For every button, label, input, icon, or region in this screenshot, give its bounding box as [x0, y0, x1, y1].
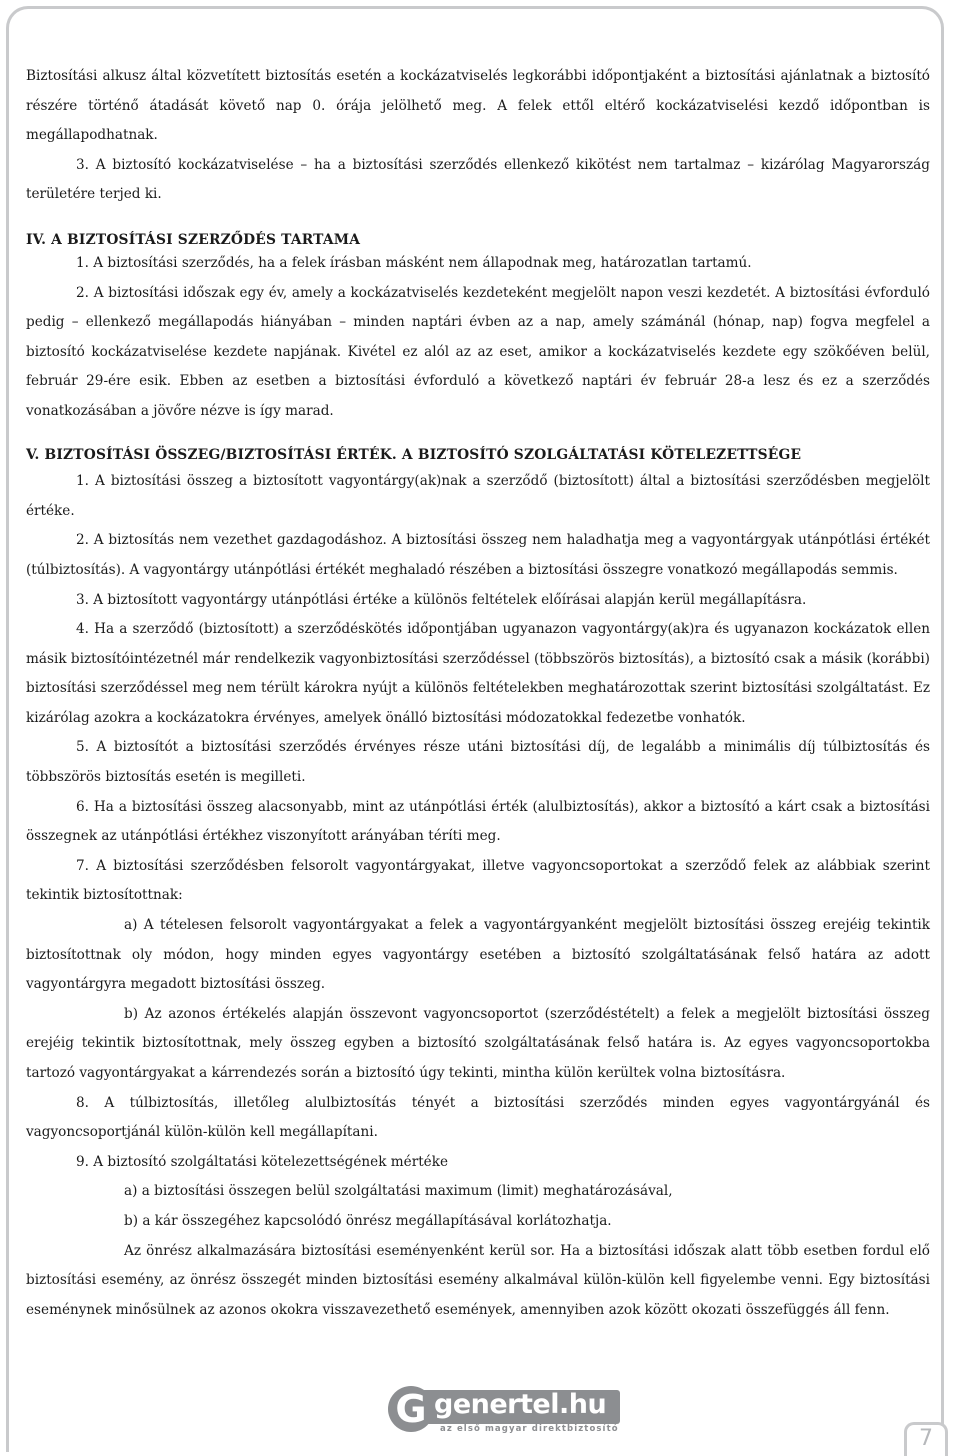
section-v-item-9: 9. A biztosító szolgáltatási kötelezettségének mértéke [76, 1153, 448, 1170]
section-v-item-6: 6. Ha a biztosítási összeg alacsonyabb, mint az utánpótlási érték (alulbiztosítás), akkor a biztosító a kárt csak a biztosítási összegnek az utánpótlási értékhez viszonyított arányában téríti meg. [26, 798, 930, 845]
section-v-item-9a: a) a biztosítási összegen belül szolgáltatási maximum (limit) meghatározásával, [124, 1183, 673, 1200]
section-v-item-7b: b) Az azonos értékelés alapján összevont vagyoncsoportot (szerződéstételt) a felek a megjelölt biztosítási összeg erejéig tekintik biztosítottnak, mely összeg egyben a biztosító szolgáltatásának felső határa is. Az egyes vagyoncsoportokba tartozó vagyontárgyakat a kárrendezés során a biztosító úgy tekinti, mintha külön kerültek volna biztosításra. [26, 1005, 930, 1081]
page-number: 7 [919, 1426, 933, 1451]
section-v-closing: Az önrész alkalmazására biztosítási eseményenként kerül sor. Ha a biztosítási időszak alatt több esetben fordul elő biztosítási esemény, az önrész összegét minden biztosítási esemény alkalmával külön-külön kell figyelembe venni. Egy biztosítási eseménynek minősülnek az azonos okokra visszavezethető események, amennyiben azok között okozati összefüggés áll fenn. [26, 1242, 930, 1318]
section-v-item-5: 5. A biztosítót a biztosítási szerződés érvényes része utáni biztosítási díj, de legalább a minimális díj túlbiztosítás és többszörös biztosítás esetén is megilleti. [26, 739, 930, 786]
paragraph-intro-1: Biztosítási alkusz által közvetített biztosítás esetén a kockázatviselés legkorábbi időpontjaként a biztosítási ajánlatnak a biztosító részére történő átadását követő nap 0. órája jelölhető meg. A felek ettől eltérő kockázatviselési kezdő időpontban is megállapodhatnak. [26, 68, 930, 144]
logo-g-icon: G [388, 1386, 434, 1432]
logo-tagline: az első magyar direktbiztosító [440, 1424, 619, 1434]
section-v-heading: V. BIZTOSÍTÁSI ÖSSZEG/BIZTOSÍTÁSI ÉRTÉK. A BIZTOSÍTÓ SZOLGÁLTATÁSI KÖTELEZETTSÉGE [26, 446, 802, 463]
section-v-item-1: 1. A biztosítási összeg a biztosított vagyontárgy(ak)nak a szerződő (biztosított) által a biztosítási szerződésben megjelölt értéke. [26, 473, 930, 519]
genertel-logo[interactable] [388, 1384, 620, 1436]
section-v-item-3: 3. A biztosított vagyontárgy utánpótlási értéke a különös feltételek előírásai alapján kerül megállapításra. [76, 591, 807, 608]
section-v-item-4: 4. Ha a szerződő (biztosított) a szerződéskötés időpontjában ugyanazon vagyontárgy(ak)ra és ugyanazon kockázatok ellen másik biztosítóintézetnél már rendelkezik vagyonbiztosítási szerződéssel (többszörös biztosítás), a biztosító csak a másik (korábbi) biztosítási szerződéssel meg nem térült károkra nyújt a különös feltételekben meghatározottak szerint biztosítási szolgáltatást. Ez kizárólag azokra a kockázatokra érvényes, amelyek önálló biztosítási módozatokkal fedezetbe vonhatók. [26, 621, 930, 726]
section-iv-heading: IV. A BIZTOSÍTÁSI SZERZŐDÉS TARTAMA [26, 231, 361, 248]
section-v-item-7a: a) A tételesen felsorolt vagyontárgyakat a felek a vagyontárgyanként megjelölt biztosítási összeg erejéig tekintik biztosítottnak oly módon, hogy minden egyes vagyontárgy esetében a biztosító szolgáltatásának felső határa az adott vagyontárgyra megadott biztosítási összeg. [26, 917, 930, 993]
section-v-item-7: 7. A biztosítási szerződésben felsorolt vagyontárgyakat, illetve vagyoncsoportokat a szerződő felek az alábbiak szerint tekintik biztosítottnak: [26, 857, 930, 904]
section-v-item-8: 8. A túlbiztosítás, illetőleg alulbiztosítás tényét a biztosítási szerződés minden egyes vagyontárgyánál és vagyoncsoportjánál külön-külön kell megállapítani. [26, 1094, 930, 1141]
section-v-item-2: 2. A biztosítás nem vezethet gazdagodáshoz. A biztosítási összeg nem haladhatja meg a vagyontárgyak utánpótlási értékét (túlbiztosítás). A vagyontárgy utánpótlási értékét meghaladó részében a biztosítási összegre vonatkozó megállapodás semmis. [26, 532, 930, 578]
paragraph-intro-2: 3. A biztosító kockázatviselése – ha a biztosítási szerződés ellenkező kikötést nem tartalmaz – kizárólag Magyarország területére terjed ki. [26, 156, 930, 203]
logo-wordmark: genertel.hu [434, 1389, 607, 1420]
section-v-item-9b: b) a kár összegéhez kapcsolódó önrész megállapításával korlátozhatja. [124, 1212, 612, 1229]
document-body [26, 62, 930, 1325]
section-iv-item-2: 2. A biztosítási időszak egy év, amely a kockázatviselés kezdeteként megjelölt napon veszi kezdetét. A biztosítási évforduló pedig – ellenkező megállapodás hiányában – minden naptári évben az a nap, amely számánál (hónap, nap) fogva megfelel a biztosító kockázatviselése kezdete napjának. Kivétel ez alól az az eset, amikor a kockázatviselés kezdete egy szökőéven belül, február 29-ére esik. Ebben az esetben a biztosítási évforduló a következő naptári év február 28-a lesz és ez a szerződés vonatkozásában a jövőre nézve is így marad. [26, 284, 930, 419]
section-iv-item-1: 1. A biztosítási szerződés, ha a felek írásban másként nem állapodnak meg, határozatlan tartamú. [76, 254, 752, 271]
